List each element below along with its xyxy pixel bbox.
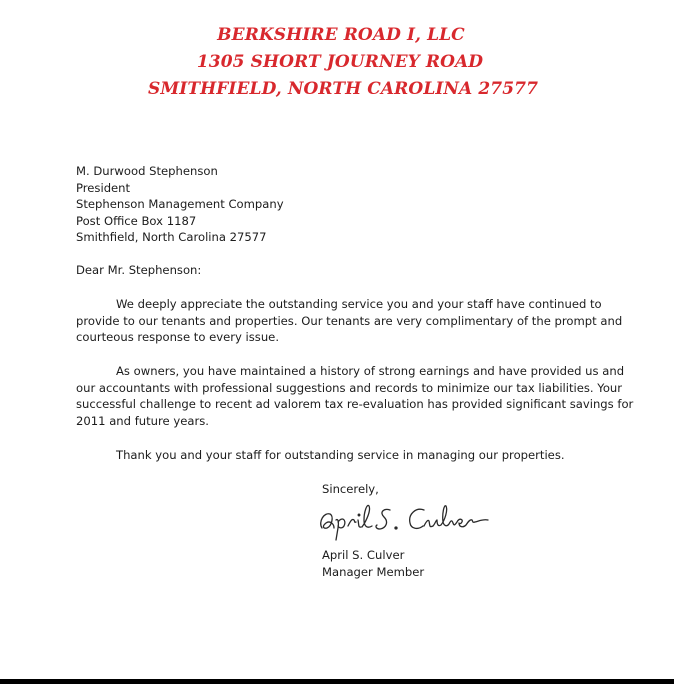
body-paragraph-2 [76, 363, 636, 429]
paragraph-line: As owners, you have maintained a history of strong earnings and have provided us and [116, 364, 625, 378]
recipient-title: President [76, 180, 131, 195]
paragraph-line: courteous response to every issue. [76, 330, 280, 345]
paragraph-line: our accountants with professional suggestions and records to minimize our tax liabilities. Your [76, 380, 623, 395]
handwritten-signature [312, 498, 496, 544]
paragraph-line: provide to our tenants and properties. Our tenants are very complimentary of the prompt and [76, 313, 623, 328]
paragraph-line: 2011 and future years. [76, 413, 209, 428]
closing: Sincerely, [322, 482, 379, 496]
letterhead-company: BERKSHIRE ROAD I, LLC [217, 25, 465, 45]
signer-block [322, 547, 424, 580]
signer-title: Manager Member [322, 564, 425, 579]
recipient-address-block [76, 163, 284, 246]
letterhead [0, 22, 674, 103]
letterhead-city-state-zip: SMITHFIELD, NORTH CAROLINA 27577 [147, 79, 539, 99]
salutation: Dear Mr. Stephenson: [76, 263, 202, 277]
body-paragraph-1 [76, 296, 636, 346]
recipient-name: M. Durwood Stephenson [76, 164, 218, 178]
recipient-city-state-zip: Smithfield, North Carolina 27577 [76, 230, 267, 245]
recipient-company: Stephenson Management Company [76, 197, 284, 212]
bottom-border [0, 679, 674, 684]
letterhead-street: 1305 SHORT JOURNEY ROAD [196, 52, 484, 72]
paragraph-line: successful challenge to recent ad valorem tax re-evaluation has provided significant savings for [76, 397, 634, 412]
paragraph-line: Thank you and your staff for outstanding service in managing our properties. [116, 448, 565, 462]
signer-name: April S. Culver [322, 548, 405, 562]
body-paragraph-3 [76, 447, 636, 464]
recipient-po-box: Post Office Box 1187 [76, 213, 197, 228]
paragraph-line: We deeply appreciate the outstanding service you and your staff have continued to [116, 297, 602, 311]
